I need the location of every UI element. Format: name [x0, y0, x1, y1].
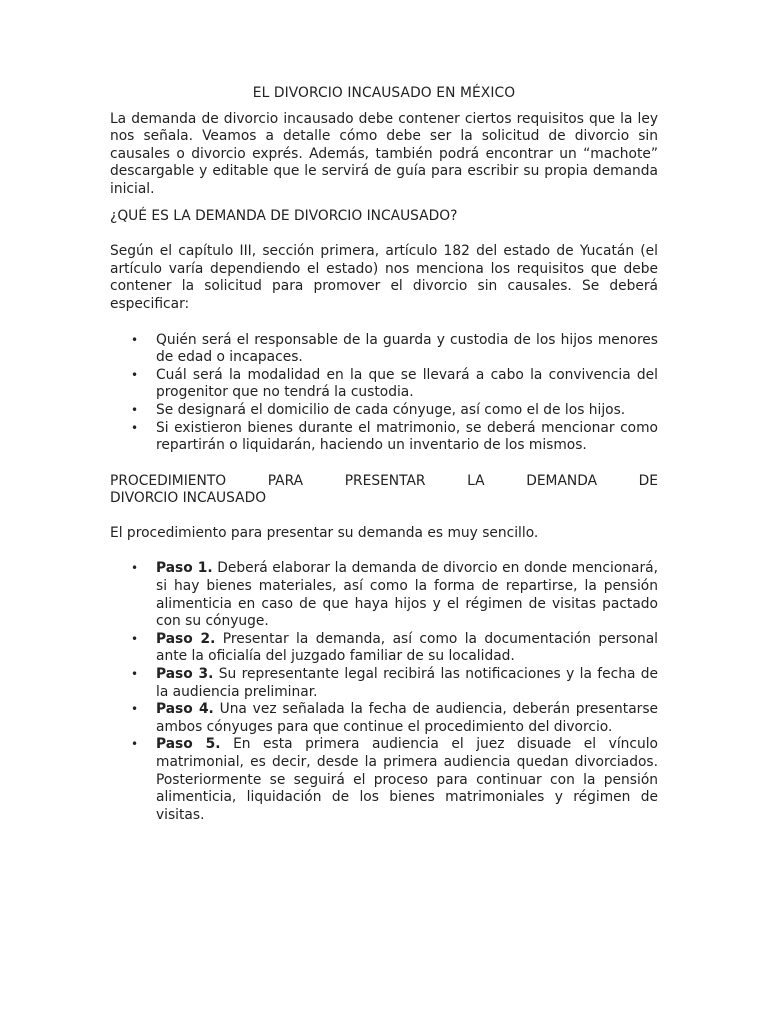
- step-text: En esta primera audiencia el juez disuade el vínculo matrimonial, es decir, desde la primera audiencia quedan divorciados. Posteriormente se seguirá el proceso para continuar con la pensión alimenticia, liquidación de los bienes matrimoniales y régimen de visitas.: [156, 736, 658, 823]
- step-label: Paso 5.: [156, 736, 221, 753]
- intro-paragraph: La demanda de divorcio incausado debe contener ciertos requisitos que la ley nos señala. Veamos a detalle cómo debe ser la solicitud de divorcio sin causales o divorcio exprés. Además, también podrá encontrar un “machote” descargable y editable que le servirá de guía para escribir su propia demanda inicial.: [110, 110, 658, 197]
- step-text: Presentar la demanda, así como la documentación personal ante la oficialía del juzgado familiar de su localidad.: [156, 630, 659, 665]
- step-text: Deberá elaborar la demanda de divorcio en donde mencionará, si hay bienes materiales, así como la forma de repartirse, la pensión alimenticia en caso de que haya hijos y el régimen de visitas pactado con su cónyuge.: [156, 560, 658, 630]
- section-paragraph-requirements: Según el capítulo III, sección primera, artículo 182 del estado de Yucatán (el artículo varía dependiendo el estado) nos menciona los requisitos que debe contener la solicitud para promover el divorcio sin causales. Se deberá especificar:: [110, 243, 658, 312]
- step-label: Paso 2.: [156, 630, 216, 647]
- step-label: Paso 3.: [156, 666, 214, 683]
- step-item: [110, 736, 658, 824]
- step-label: Paso 1.: [156, 560, 213, 577]
- section-heading-procedure-line-1: PROCEDIMIENTO PARA PRESENTAR LA DEMANDA DE: [110, 472, 658, 489]
- step-item: [110, 666, 658, 701]
- requirement-item: • Se designará el domicilio de cada cónyuge, así como el de los hijos.: [110, 402, 658, 420]
- requirement-item: • Quién será el responsable de la guarda y custodia de los hijos menores de edad o incapaces.: [110, 332, 658, 367]
- steps-list: [110, 560, 658, 824]
- step-item: [110, 631, 658, 666]
- section-heading-procedure-line-2: DIVORCIO INCAUSADO: [110, 490, 267, 507]
- step-item: [110, 560, 658, 630]
- step-item: [110, 701, 658, 736]
- requirement-item: • Cuál será la modalidad en la que se llevará a cabo la convivencia del progenitor que no tendrá la custodia.: [110, 367, 658, 402]
- step-text: Una vez señalada la fecha de audiencia, deberán presentarse ambos cónyuges para que continue el procedimiento del divorcio.: [156, 701, 659, 735]
- requirement-item: • Si existieron bienes durante el matrimonio, se deberá mencionar como repartirán o liquidarán, haciendo un inventario de los mismos.: [110, 420, 658, 455]
- requirements-list: [110, 332, 658, 455]
- step-label: Paso 4.: [156, 701, 214, 718]
- step-text: Su representante legal recibirá las notificaciones y la fecha de la audiencia preliminar.: [156, 666, 659, 700]
- section-heading-what-is: ¿QUÉ ES LA DEMANDA DE DIVORCIO INCAUSADO?: [110, 207, 458, 224]
- procedure-intro-paragraph: El procedimiento para presentar su demanda es muy sencillo.: [110, 524, 539, 541]
- document-title: EL DIVORCIO INCAUSADO EN MÉXICO: [252, 85, 516, 101]
